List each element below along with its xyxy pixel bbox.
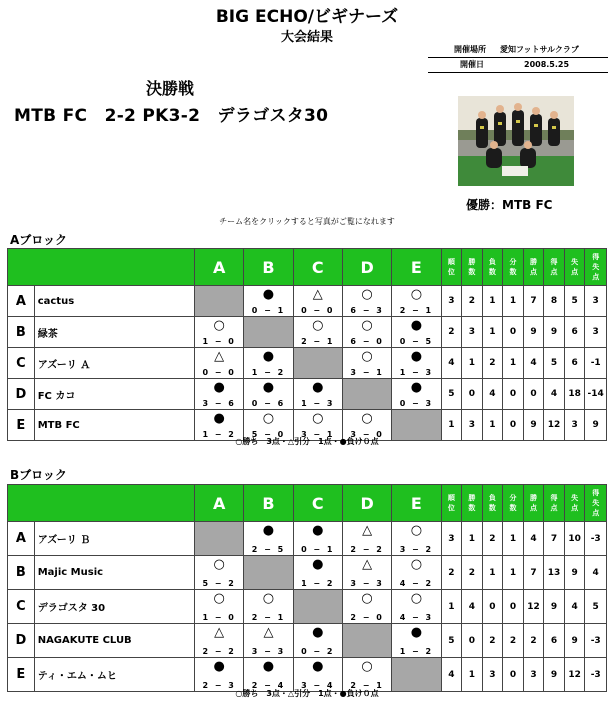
column-header-a: A [194,249,243,286]
self-match-cell [244,317,293,348]
stat-value: 3 [462,317,483,348]
lose-mark: ● [312,659,324,674]
table-header-row [8,249,607,286]
stat-value: 1 [482,410,503,441]
lose-mark: ● [262,349,275,364]
table-row [8,317,607,348]
stat-value: 12 [523,590,544,624]
match-result-cell [392,590,441,624]
stat-value: 2 [482,522,503,556]
stat-value: 0 [523,379,544,410]
match-score: 1 − 2 [202,430,236,439]
stat-value: 10 [564,522,585,556]
stat-value: 2 [441,317,462,348]
row-letter: A [8,286,35,317]
match-score: 3 − 1 [350,368,384,377]
lose-mark: ● [312,523,324,538]
match-result-cell [194,317,243,348]
stat-value: 9 [544,590,565,624]
team-name-link[interactable]: アズーリ Ｂ [34,522,194,556]
column-header-a: A [194,485,243,522]
team-name-link[interactable]: NAGAKUTE CLUB [34,624,194,658]
lose-mark: ● [262,380,275,395]
row-letter: B [8,317,35,348]
match-score: 2 − 2 [202,647,236,656]
stat-header: 負 数 [482,249,503,286]
stat-value: 7 [544,522,565,556]
stat-value: 9 [523,317,544,348]
match-score: 4 − 2 [399,579,434,588]
table-row [8,658,607,692]
match-result-cell [342,658,391,692]
table-row [8,590,607,624]
legend-a: ○勝ち 3点・△引分 1点・●負け０点 [235,437,379,446]
stat-header: 得 点 [544,485,565,522]
match-score: 0 − 0 [301,306,335,315]
table-row [8,348,607,379]
match-score: 3 − 1 [301,430,335,439]
stat-header: 失 点 [564,485,585,522]
stat-value: 4 [564,590,585,624]
match-score: 2 − 5 [251,545,286,554]
stat-header: 勝 点 [523,249,544,286]
page-title: BIG ECHO/ビギナーズ [215,7,399,27]
stat-value: 4 [441,658,462,692]
match-score: 5 − 0 [251,430,286,439]
row-letter: E [8,410,35,441]
stat-value: 9 [544,317,565,348]
match-score: 1 − 0 [202,613,236,622]
team-name-link[interactable]: ティ・エム・ムヒ [34,658,194,692]
header-blank-cell [8,249,195,286]
match-score: 1 − 2 [399,647,434,656]
lose-mark: ● [262,523,275,538]
stat-header: 失 点 [564,249,585,286]
team-name-link[interactable]: FC カコ [34,379,194,410]
win-mark: ○ [361,591,373,606]
match-result-cell [392,348,441,379]
table-row [8,522,607,556]
match-score: 2 − 1 [350,681,384,690]
self-match-cell [342,624,391,658]
match-result-cell [244,624,293,658]
win-mark: ○ [312,318,324,333]
block-a-title: Aブロック [10,233,68,247]
stat-value: 2 [523,624,544,658]
lose-mark: ● [312,625,324,640]
team-name-link[interactable]: 緑茶 [34,317,194,348]
column-header-e: E [392,485,441,522]
match-result-cell [293,624,342,658]
match-score: 3 − 4 [301,681,335,690]
match-result-cell [293,658,342,692]
stat-value: 0 [503,317,524,348]
match-score: 1 − 2 [301,579,335,588]
win-mark: ○ [361,411,373,426]
stat-value: 12 [544,410,565,441]
match-result-cell [194,658,243,692]
stat-value: 0 [482,590,503,624]
stat-value: 2 [482,348,503,379]
stat-header: 負 数 [482,485,503,522]
match-result-cell [342,317,391,348]
lose-mark: ● [213,411,225,426]
match-result-cell [244,286,293,317]
match-score: 2 − 2 [350,545,384,554]
row-letter: C [8,590,35,624]
match-score: 0 − 5 [399,337,434,346]
win-mark: ○ [213,557,225,572]
match-result-cell [194,379,243,410]
header-blank-cell [8,485,195,522]
team-photo[interactable] [458,96,574,186]
stat-value: 3 [523,658,544,692]
stat-header: 得 点 [544,249,565,286]
win-mark: ○ [262,411,275,426]
match-score: 1 − 3 [301,399,335,408]
draw-mark: △ [263,625,274,640]
stat-value: 0 [503,379,524,410]
table-row [8,286,607,317]
lose-mark: ● [262,659,275,674]
stat-value: 1 [482,317,503,348]
match-score: 1 − 2 [251,368,286,377]
stat-value: 3 [441,286,462,317]
column-header-d: D [342,485,391,522]
match-score: 6 − 0 [350,337,384,346]
venue-row [428,44,608,56]
match-result-cell [342,522,391,556]
stat-value: 5 [544,348,565,379]
stat-header: 勝 点 [523,485,544,522]
match-result-cell [392,522,441,556]
info-divider [428,72,608,73]
column-header-d: D [342,249,391,286]
match-result-cell [392,286,441,317]
stat-value: 1 [503,348,524,379]
win-mark: ○ [410,557,423,572]
win-mark: ○ [410,523,423,538]
stat-value: 4 [462,590,483,624]
stat-value: 13 [544,556,565,590]
venue-value: 愛知フットサルクラブ [500,45,579,54]
stat-value: 6 [544,624,565,658]
row-letter: A [8,522,35,556]
stat-value: 8 [544,286,565,317]
stat-value: 1 [482,556,503,590]
match-result-cell [244,590,293,624]
stat-value: 0 [503,658,524,692]
stat-header: 得 失 点 [585,249,607,286]
match-result-cell [392,556,441,590]
block-b-table [7,484,607,692]
team-name-link[interactable]: cactus [34,286,194,317]
win-mark: ○ [361,287,373,302]
match-result-cell [194,556,243,590]
column-header-b: B [244,485,293,522]
stat-value: 9 [585,410,607,441]
match-result-cell [244,348,293,379]
draw-mark: △ [214,349,225,364]
match-score: 5 − 2 [202,579,236,588]
stat-value: 2 [503,624,524,658]
table-row [8,556,607,590]
lose-mark: ● [213,659,225,674]
venue-label: 開催場所 [454,45,486,54]
stat-value: 2 [462,556,483,590]
stat-value: 3 [482,658,503,692]
match-result-cell [293,286,342,317]
match-score: 3 − 2 [399,545,434,554]
self-match-cell [293,590,342,624]
stat-value: 5 [441,624,462,658]
stat-value: 3 [462,410,483,441]
win-mark: ○ [361,349,373,364]
column-header-c: C [293,249,342,286]
column-header-c: C [293,485,342,522]
stat-value: 5 [585,590,607,624]
stat-value: 6 [564,317,585,348]
match-result-cell [392,317,441,348]
lose-mark: ● [312,380,324,395]
stat-value: 5 [564,286,585,317]
match-score: 2 − 4 [251,681,286,690]
win-mark: ○ [262,591,275,606]
match-result-cell [194,624,243,658]
stat-value: -3 [585,658,607,692]
win-mark: ○ [361,318,373,333]
draw-mark: △ [312,287,323,302]
page-subtitle: 大会結果 [280,30,333,45]
draw-mark: △ [214,625,225,640]
match-score: 2 − 1 [399,306,434,315]
match-score: 6 − 3 [350,306,384,315]
lose-mark: ● [410,380,423,395]
stat-value: 3 [585,317,607,348]
date-row [428,59,608,71]
match-result-cell [194,348,243,379]
match-score: 0 − 2 [301,647,335,656]
stat-header: 分 数 [503,485,524,522]
stat-value: 0 [462,379,483,410]
stat-value: 3 [564,410,585,441]
stat-value: 0 [462,624,483,658]
lose-mark: ● [213,380,225,395]
row-letter: C [8,348,35,379]
stat-value: 2 [441,556,462,590]
match-result-cell [293,556,342,590]
table-header-row [8,485,607,522]
match-score: 0 − 1 [301,545,335,554]
match-score: 2 − 1 [301,337,335,346]
stat-value: 0 [503,590,524,624]
stat-value: 4 [523,522,544,556]
match-result-cell [244,522,293,556]
match-result-cell [244,658,293,692]
lose-mark: ● [312,557,324,572]
self-match-cell [194,286,243,317]
stat-value: 4 [482,379,503,410]
stat-value: 18 [564,379,585,410]
self-match-cell [392,658,441,692]
match-score: 0 − 0 [202,368,236,377]
match-score: 3 − 0 [350,430,384,439]
stat-header: 得 失 点 [585,485,607,522]
match-result-cell [293,379,342,410]
stat-value: 4 [441,348,462,379]
team-name-link[interactable]: Majic Music [34,556,194,590]
champion-label: 優勝：MTB FC [466,198,553,212]
column-header-b: B [244,249,293,286]
date-label: 開催日 [460,60,484,69]
stat-value: 1 [503,522,524,556]
match-score: 2 − 0 [350,613,384,622]
lose-mark: ● [410,625,423,640]
stat-value: 9 [544,658,565,692]
stat-value: 2 [462,286,483,317]
stat-value: 1 [482,286,503,317]
match-result-cell [342,286,391,317]
win-mark: ○ [410,591,423,606]
self-match-cell [194,522,243,556]
stat-value: 4 [585,556,607,590]
match-score: 3 − 3 [350,579,384,588]
stat-value: 1 [503,556,524,590]
stat-value: 1 [462,658,483,692]
stat-value: 0 [503,410,524,441]
match-result-cell [342,348,391,379]
match-result-cell [392,379,441,410]
stat-value: 4 [544,379,565,410]
stat-value: 9 [523,410,544,441]
row-letter: B [8,556,35,590]
team-name-link[interactable]: デラゴスタ 30 [34,590,194,624]
match-result-cell [392,624,441,658]
row-letter: D [8,379,35,410]
self-match-cell [244,556,293,590]
stat-value: 1 [462,348,483,379]
stat-value: 9 [564,556,585,590]
match-score: 2 − 1 [251,613,286,622]
legend-b: ○勝ち 3点・△引分 1点・●負け０点 [235,689,379,698]
self-match-cell [293,348,342,379]
stat-header: 順 位 [441,485,462,522]
stat-value: 9 [564,624,585,658]
team-name-link[interactable]: MTB FC [34,410,194,441]
match-score: 3 − 3 [251,647,286,656]
match-result-cell [342,590,391,624]
match-result-cell [244,379,293,410]
final-match-label: 決勝戦 [145,79,194,98]
stat-value: 7 [523,556,544,590]
match-result-cell [194,590,243,624]
stat-value: 4 [523,348,544,379]
match-score: 0 − 3 [399,399,434,408]
stat-header: 勝 数 [462,249,483,286]
stat-value: -14 [585,379,607,410]
final-match-result: MTB FC 2-2 PK3-2 デラゴスタ30 [14,106,329,126]
match-score: 3 − 6 [202,399,236,408]
stat-value: 12 [564,658,585,692]
draw-mark: △ [362,557,373,572]
draw-mark: △ [362,523,373,538]
stat-value: 2 [482,624,503,658]
match-score: 2 − 3 [202,681,236,690]
stat-value: 1 [503,286,524,317]
row-letter: E [8,658,35,692]
self-match-cell [342,379,391,410]
match-score: 0 − 1 [251,306,286,315]
stat-value: 1 [441,590,462,624]
stat-value: 7 [523,286,544,317]
stat-value: 5 [441,379,462,410]
block-a-table [7,248,607,441]
win-mark: ○ [213,591,225,606]
match-result-cell [342,556,391,590]
stat-value: -3 [585,624,607,658]
stat-value: 3 [585,286,607,317]
stat-value: -3 [585,522,607,556]
stat-header: 順 位 [441,249,462,286]
match-score: 1 − 0 [202,337,236,346]
row-letter: D [8,624,35,658]
match-score: 1 − 3 [399,368,434,377]
win-mark: ○ [410,287,423,302]
column-header-e: E [392,249,441,286]
click-hint: チーム名をクリックすると写真がご覧になれます [219,217,395,226]
stat-header: 勝 数 [462,485,483,522]
match-score: 0 − 6 [251,399,286,408]
win-mark: ○ [361,659,373,674]
match-score: 4 − 3 [399,613,434,622]
lose-mark: ● [410,349,423,364]
block-b-title: Bブロック [10,468,67,482]
lose-mark: ● [410,318,423,333]
stat-header: 分 数 [503,249,524,286]
table-row [8,379,607,410]
match-result-cell [293,317,342,348]
stat-value: -1 [585,348,607,379]
win-mark: ○ [312,411,324,426]
date-value: 2008.5.25 [524,60,570,69]
win-mark: ○ [213,318,225,333]
table-row [8,624,607,658]
stat-value: 1 [441,410,462,441]
info-divider [428,57,608,58]
lose-mark: ● [262,287,275,302]
match-result-cell [293,522,342,556]
stat-value: 3 [441,522,462,556]
stat-value: 6 [564,348,585,379]
team-name-link[interactable]: アズーリ Ａ [34,348,194,379]
stat-value: 1 [462,522,483,556]
